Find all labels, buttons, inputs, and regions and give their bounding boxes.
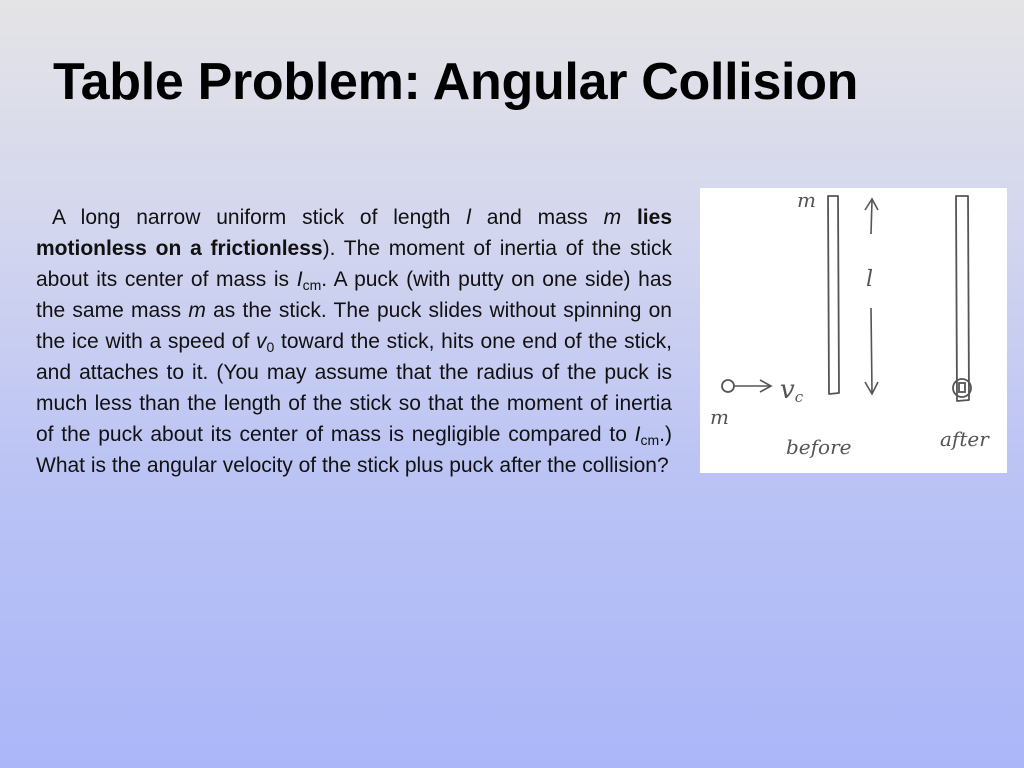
- label-velocity: [780, 375, 804, 406]
- text-segment: . A puck (with putty on one side) has the same mass: [36, 268, 673, 322]
- text-segment: .) What is the angular velocity of the stick plus puck after the collision?: [36, 423, 672, 477]
- var-inertia: I: [296, 268, 303, 291]
- text-segment: ). The moment of inertia of the stick about its center of mass is: [36, 237, 672, 291]
- text-segment: A long narrow uniform stick of length: [52, 206, 467, 229]
- var-inertia: I: [634, 423, 641, 446]
- length-arrow-up-icon: [865, 199, 878, 234]
- slide-title: Table Problem: Angular Collision: [53, 53, 859, 111]
- bold-phrase: lies motionless on a frictionless: [36, 206, 672, 260]
- length-arrow-down-icon: [865, 308, 878, 394]
- text-segment: as the stick. The puck slides without spinning on the ice with a speed of: [36, 299, 672, 353]
- var-length: l: [466, 206, 471, 229]
- label-length: l: [866, 267, 874, 292]
- var-mass: m: [188, 299, 206, 322]
- problem-text: [36, 202, 672, 481]
- label-velocity-sub: c: [794, 388, 804, 406]
- stick-before: [828, 196, 839, 394]
- subscript-zero: 0: [266, 339, 275, 355]
- puck-before: [722, 380, 734, 392]
- text-segment: [621, 206, 637, 229]
- var-velocity: v: [256, 330, 267, 353]
- text-segment: and mass: [470, 206, 604, 229]
- label-m-stick: m: [797, 188, 816, 212]
- label-m-puck: m: [710, 405, 729, 429]
- stick-after: [956, 196, 969, 401]
- sketch-svg: [700, 188, 1007, 473]
- label-velocity-main: v: [780, 375, 795, 405]
- subscript-cm: cm: [640, 432, 660, 448]
- label-before: before: [786, 435, 852, 459]
- label-after: after: [940, 427, 989, 451]
- text-segment: toward the stick, hits one end of the stick, and attaches to it. (You may assume that the radius of the puck is much less than the length of the stick so that the moment of inertia of the puck about its center of mass is negligible compared to: [36, 330, 672, 446]
- velocity-arrow-icon: [734, 380, 771, 392]
- collision-sketch: [700, 188, 1007, 473]
- subscript-cm: cm: [302, 277, 322, 293]
- var-mass: m: [603, 206, 622, 229]
